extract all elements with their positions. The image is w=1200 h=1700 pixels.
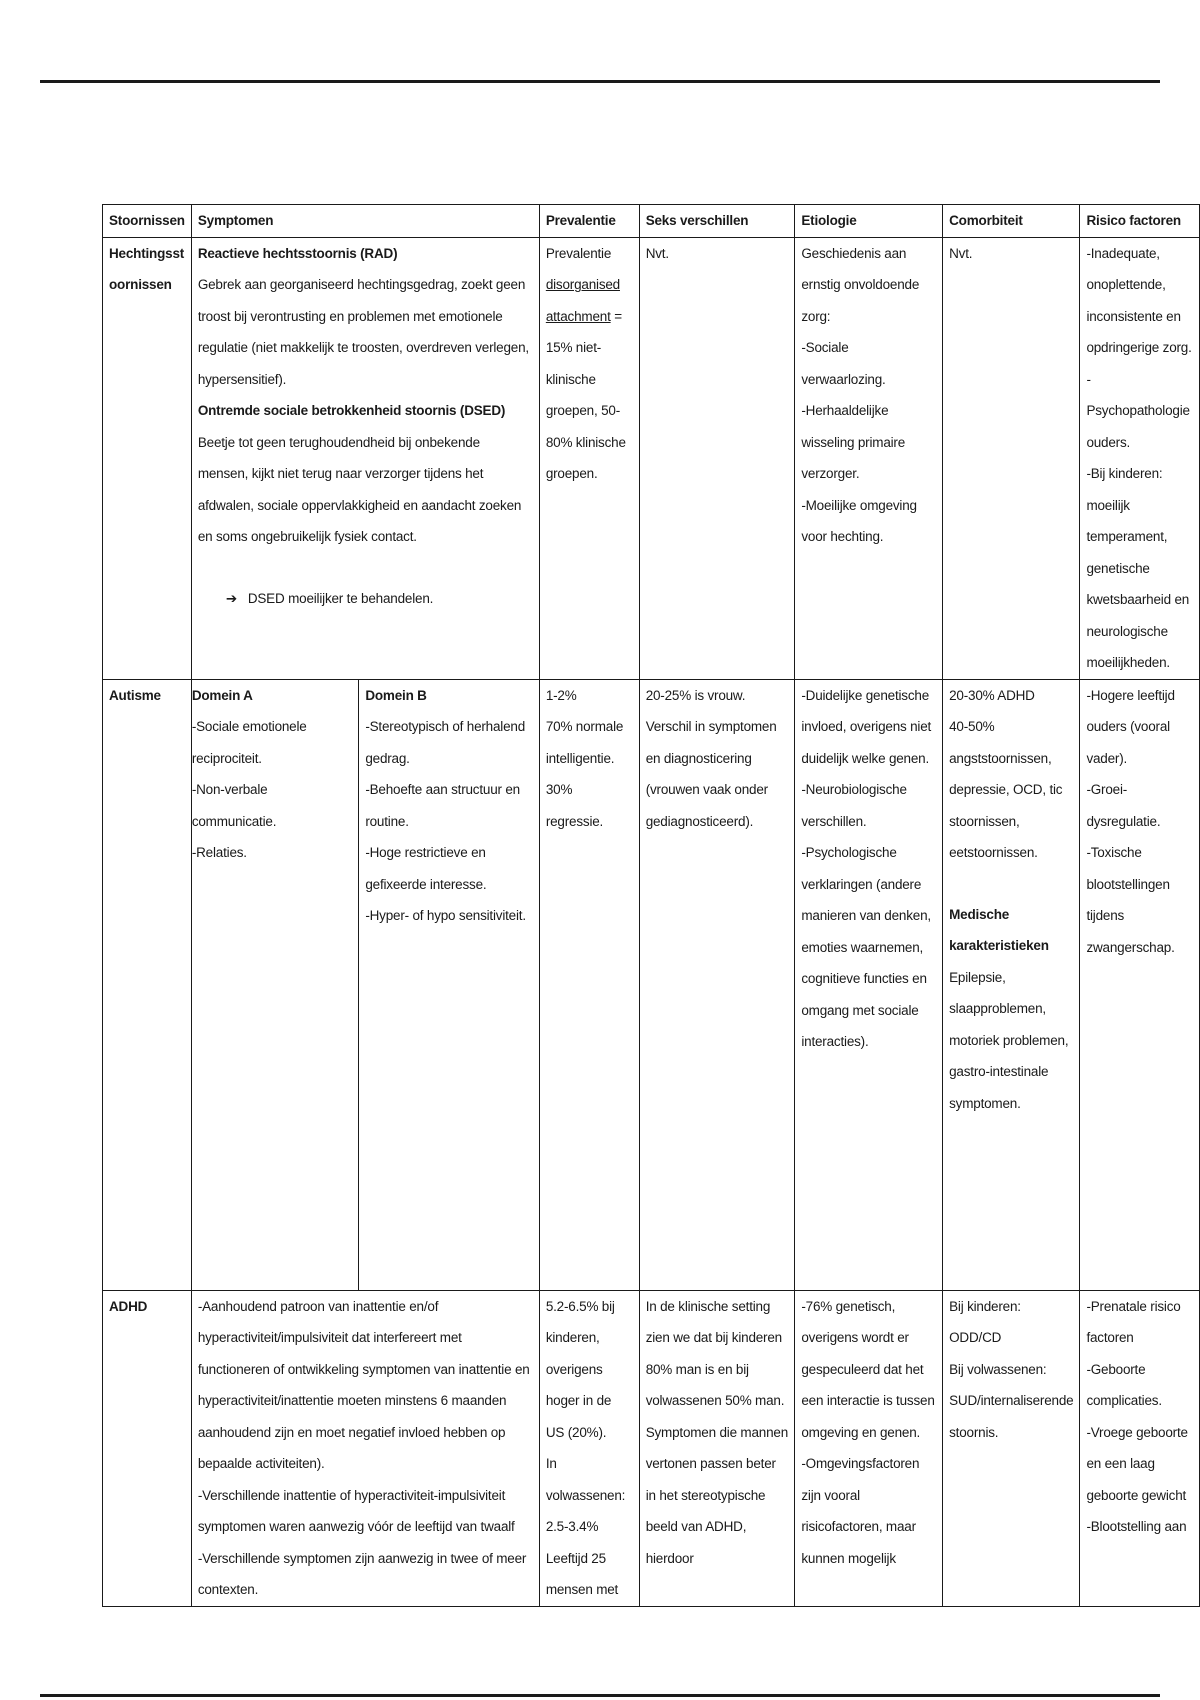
comorbidity-cell [943,1290,1080,1606]
domain-a-item: -Sociale emotionele reciprociteit. [191,719,307,766]
table-row [103,237,1200,679]
bottom-rule [40,1694,1160,1697]
risk-line: -Prenatale risico factoren [1086,1298,1181,1345]
header-etiologie: Etiologie [795,205,943,238]
domain-a-item: -Non-verbale communicatie. [191,782,277,829]
header-row [103,205,1200,238]
sex-line: Symptomen die mannen vertonen passen beter in het stereotypische beeld van ADHD, hierdoor [645,1424,789,1566]
etiology-line: -Moeilijke omgeving voor hechting. [801,497,917,544]
header-comorbiteit: Comorbiteit [943,205,1080,238]
sex-line: 20-25% is vrouw. [645,687,746,703]
header-risico-factoren: Risico factoren [1080,205,1200,238]
risk-line: -Vroege geboorte en een laag geboorte gewicht [1086,1424,1188,1503]
prevalence-prefix: Prevalentie [545,245,612,261]
prevalence-cell [539,237,639,679]
header-seks-verschillen: Seks verschillen [639,205,795,238]
prevalence-line: 70% normale intelligentie. [545,719,624,766]
disorder-name: ADHD [103,1290,192,1606]
risk-line: -Blootstelling aan [1086,1519,1187,1534]
sex-cell [639,679,795,1290]
symptoms-cell [191,1290,539,1606]
disorder-name: Hechtingsst oornissen [103,237,192,679]
risk-cell [1080,237,1200,679]
etiology-line: -Sociale verwaarlozing. [801,340,886,387]
prevalence-cell [539,679,639,1290]
comorbidity-line: 20-30% ADHD [949,687,1035,703]
comorbidity-line: Bij kinderen: ODD/CD [949,1298,1021,1345]
domain-b-item: -Stereotypisch of herhalend gedrag. [365,719,526,766]
sex-cell: Nvt. [639,237,795,679]
etiology-line: -Psychologische verklaringen (andere manieren van denken, emoties waarnemen, cognitieve functies en omgang met sociale interacties). [801,845,931,1049]
arrow-right-icon: ➔ [225,590,237,606]
domain-b [359,680,540,1290]
comorbidity-line: Bij volwassenen: SUD/internaliserende stoornis. [949,1361,1074,1440]
risk-line: -Inadequate, onoplettende, inconsistente en opdringerige zorg. [1086,245,1192,355]
rad-title: Reactieve hechtsstoornis (RAD) [197,245,398,261]
etiology-line: -76% genetisch, overigens wordt er gespeculeerd dat het een interactie is tussen omgeving en genen. [801,1298,935,1440]
medical-text: Epilepsie, slaapproblemen, motoriek problemen, gastro-intestinale symptomen. [949,969,1069,1111]
prevalence-line: Leeftijd 25 mensen met [545,1550,619,1597]
header-symptomen: Symptomen [191,205,539,238]
table-row [103,679,1200,1290]
prevalence-line: 5.2-6.5% bij kinderen, overigens hoger in de US (20%). [545,1298,615,1440]
comorbidity-cell [943,679,1080,1290]
sex-line: In de klinische setting zien we dat bij kinderen 80% man is en bij volwassenen 50% man. [645,1298,785,1408]
dsed-title: Ontremde sociale betrokkenheid stoornis (DSED) [197,403,506,418]
prevalence-underlined: disorganised attachment [545,277,620,324]
risk-cell [1080,679,1200,1290]
etiology-line: -Herhaaldelijke wisseling primaire verzorger. [801,403,906,481]
risk-line: -Groei-dysregulatie. [1086,782,1161,829]
arrow-note [198,583,533,615]
rad-text: Gebrek aan georganiseerd hechtingsgedrag, zoekt geen troost bij verontrusting en problemen met emotionele regulatie (niet makkelijk te troosten, overdreven verlegen, hypersensitief). [197,277,529,387]
prevalence-cell [539,1290,639,1606]
symptom-line: -Aanhoudend patroon van inattentie en/of hyperactiviteit/impulsiviteit dat interfereert met functioneren of ontwikkeling symptomen van inattentie en hyperactiviteit/inattentie moeten minstens 6 maanden aanhoudend zijn en moet negatief invloed hebben op bepaalde activiteiten). [197,1298,530,1471]
sex-line: Verschil in symptomen en diagnosticering (vrouwen vaak onder gediagnosticeerd). [645,719,777,829]
sex-cell [639,1290,795,1606]
comorbidity-line: 40-50% angststoornissen, depressie, OCD, tic stoornissen, eetstoornissen. [949,719,1063,860]
etiology-line: -Duidelijke genetische invloed, overigens niet duidelijk welke genen. [801,687,932,766]
etiology-cell [795,237,943,679]
risk-line: -Hogere leeftijd ouders (vooral vader). [1086,687,1175,766]
prevalence-suffix: = 15% niet-klinische groepen, 50-80% klinische groepen. [545,308,626,481]
prevalence-line: In volwassenen: 2.5-3.4% [545,1456,626,1534]
header-stoornissen: Stoornissen [103,205,192,238]
domain-a-title: Domein A [191,687,253,703]
risk-line: -Toxische blootstellingen tijdens zwangerschap. [1086,845,1175,955]
table-row [103,1290,1200,1606]
domains-subtable [191,680,539,1290]
disorder-name: Autisme [103,679,192,1290]
domain-a [191,680,359,1290]
comorbidity-cell: Nvt. [943,237,1080,679]
etiology-cell [795,679,943,1290]
symptom-line: -Verschillende symptomen zijn aanwezig in twee of meer contexten. [197,1550,527,1597]
risk-line: -Geboorte complicaties. [1086,1361,1162,1408]
disorders-table [102,204,1200,1607]
risk-line: -Psychopathologie ouders. [1086,371,1190,450]
risk-line: -Bij kinderen: moeilijk temperament, genetische kwetsbaarheid en neurologische moeilijkheden. [1086,466,1190,670]
medical-title: Medische karakteristieken [949,906,1049,953]
etiology-line: Geschiedenis aan ernstig onvoldoende zorg: [801,245,920,324]
symptoms-cell [191,237,539,679]
domain-b-title: Domein B [365,687,427,703]
prevalence-line: 1-2% [545,687,577,703]
etiology-line: -Neurobiologische verschillen. [801,782,907,829]
prevalence-line: 30% regressie. [545,782,604,829]
arrow-note-text: DSED moeilijker te behandelen. [247,590,434,606]
domain-b-item: -Hyper- of hypo sensitiviteit. [365,908,526,923]
domain-b-item: -Behoefte aan structuur en routine. [365,782,520,829]
domain-a-item: -Relaties. [191,845,247,860]
dsed-text: Beetje tot geen terughoudendheid bij onbekende mensen, kijkt niet terug naar verzorger tijdens het afdwalen, sociale oppervlakkigheid en aandacht zoeken en soms ongebruikelijk fysiek contact. [197,434,522,544]
domain-b-item: -Hoge restrictieve en gefixeerde interesse. [365,845,487,892]
risk-cell [1080,1290,1200,1606]
etiology-line: -Omgevingsfactoren zijn vooral risicofactoren, maar kunnen mogelijk [801,1456,920,1566]
symptom-line: -Verschillende inattentie of hyperactiviteit-impulsiviteit symptomen waren aanwezig vóór de leeftijd van twaalf [197,1487,515,1534]
symptoms-cell [191,679,539,1290]
header-prevalentie: Prevalentie [539,205,639,238]
etiology-cell [795,1290,943,1606]
